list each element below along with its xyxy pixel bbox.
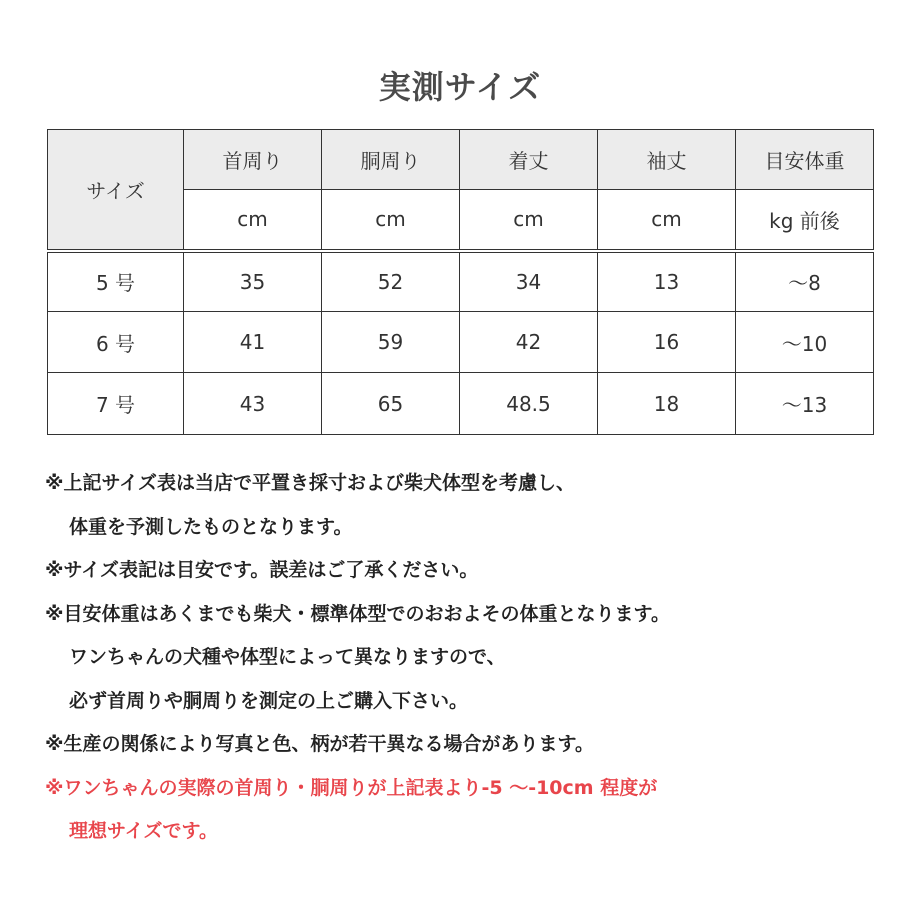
table-cell: 48.5: [460, 373, 598, 435]
table-cell: 35: [184, 252, 322, 312]
size-table: [47, 129, 874, 435]
table-row: [48, 373, 874, 435]
column-header-length: 着丈: [460, 130, 598, 190]
note-line: ※上記サイズ表は当店で平置き採寸および柴犬体型を考慮し、: [45, 472, 575, 494]
unit-cell: cm: [322, 189, 460, 249]
table-cell: 34: [460, 252, 598, 312]
note-line: 体重を予測したものとなります。: [69, 515, 353, 538]
note-line-highlight: 理想サイズです。: [69, 820, 218, 842]
table-cell: 41: [184, 312, 322, 373]
table-cell: 16: [598, 312, 736, 373]
table-cell: 65: [322, 373, 460, 435]
table-row: [48, 252, 874, 312]
table-cell: ～10: [736, 312, 874, 373]
column-header-chest: 胴周り: [322, 130, 460, 190]
unit-cell: cm: [184, 189, 322, 249]
table-cell: ～8: [736, 252, 874, 312]
table-header-row: [48, 130, 874, 190]
size-label-cell: 6 号: [48, 312, 184, 373]
note-line: ※生産の関係により写真と色、柄が若干異なる場合があります。: [45, 733, 594, 755]
notes-section: [45, 462, 905, 854]
note-line: 必ず首周りや胴周りを測定の上ご購入下さい。: [69, 689, 469, 712]
column-header-neck: 首周り: [184, 130, 322, 190]
table-cell: ～13: [736, 373, 874, 435]
unit-cell: cm: [598, 189, 736, 249]
table-cell: 59: [322, 312, 460, 373]
note-line: ※サイズ表記は目安です。誤差はご了承ください。: [45, 559, 479, 581]
size-header-cell: サイズ: [48, 130, 184, 250]
note-line-highlight: ※ワンちゃんの実際の首周り・胴周りが上記表より-5 ～-10cm 程度が: [45, 776, 658, 799]
unit-cell: kg 前後: [736, 189, 874, 249]
size-label-cell: 7 号: [48, 373, 184, 435]
table-cell: 52: [322, 252, 460, 312]
page-title: 実測サイズ: [378, 68, 542, 106]
unit-cell: cm: [460, 189, 598, 249]
table-cell: 13: [598, 252, 736, 312]
table-cell: 43: [184, 373, 322, 435]
column-header-weight: 目安体重: [736, 130, 874, 190]
note-line: ワンちゃんの犬種や体型によって異なりますので、: [69, 646, 506, 668]
table-cell: 18: [598, 373, 736, 435]
column-header-sleeve: 袖丈: [598, 130, 736, 190]
table-row: [48, 312, 874, 373]
note-line: ※目安体重はあくまでも柴犬・標準体型でのおおよその体重となります。: [45, 602, 670, 625]
size-label-cell: 5 号: [48, 252, 184, 312]
table-cell: 42: [460, 312, 598, 373]
